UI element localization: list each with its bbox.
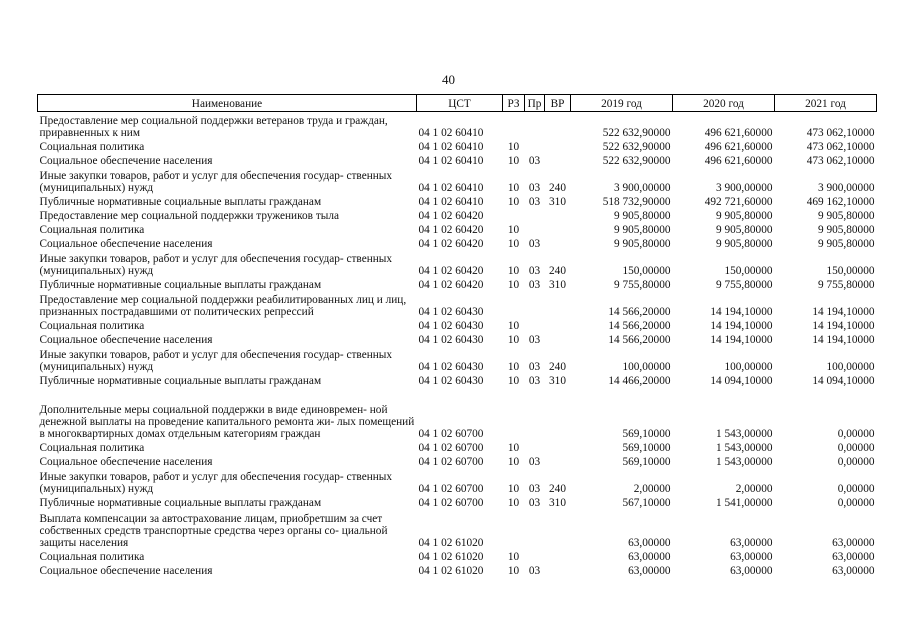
cell-vr: 240 <box>549 361 566 373</box>
cell-cst: 04 1 02 61020 <box>418 565 484 577</box>
cell-y2019: 9 905,80000 <box>614 238 671 250</box>
cell-y2019: 518 732,90000 <box>602 196 671 208</box>
cell-y2019: 14 566,20000 <box>608 334 671 346</box>
cell-cst: 04 1 02 60410 <box>418 155 484 167</box>
cell-rz: 10 <box>507 456 520 468</box>
cell-name: Иные закупки товаров, работ и услуг для обеспечения государ- ственных (муниципальных) нужд <box>39 349 393 373</box>
cell-pr: 03 <box>528 196 541 208</box>
table-row <box>38 167 877 194</box>
table-row <box>38 153 877 167</box>
cell-y2020: 14 194,10000 <box>710 320 773 332</box>
cell-y2021: 63,00000 <box>832 551 875 563</box>
cell-name: Предоставление мер социальной поддержки реабилитированных лиц и лиц, признанных пострадавшими от политических репрессий <box>39 294 407 318</box>
table-row <box>38 468 877 495</box>
cell-vr <box>545 318 571 332</box>
cell-vr <box>545 387 571 440</box>
cell-rz: 10 <box>507 320 520 332</box>
cell-y2020: 14 094,10000 <box>710 375 773 387</box>
cell-y2020: 2,00000 <box>735 483 773 495</box>
header-2019: 2019 год <box>571 95 673 112</box>
cell-pr: 03 <box>528 279 541 291</box>
page-number: 40 <box>442 72 455 87</box>
cell-name: Публичные нормативные социальные выплаты гражданам <box>39 375 322 387</box>
cell-y2021: 473 062,10000 <box>806 127 875 139</box>
cell-y2021: 100,00000 <box>826 361 875 373</box>
cell-y2019: 9 905,80000 <box>614 210 671 222</box>
cell-pr: 03 <box>528 155 541 167</box>
cell-rz: 10 <box>507 334 520 346</box>
cell-rz: 10 <box>507 238 520 250</box>
cell-name: Иные закупки товаров, работ и услуг для обеспечения государ- ственных (муниципальных) нужд <box>39 253 393 277</box>
cell-pr <box>525 139 545 153</box>
cell-rz: 10 <box>507 196 520 208</box>
table-row <box>38 495 877 509</box>
cell-vr <box>545 153 571 167</box>
cell-cst: 04 1 02 60410 <box>418 182 484 194</box>
cell-name: Иные закупки товаров, работ и услуг для обеспечения государ- ственных (муниципальных) нужд <box>39 170 393 194</box>
cell-y2020: 492 721,60000 <box>704 196 773 208</box>
cell-cst: 04 1 02 60700 <box>418 456 484 468</box>
table-row <box>38 236 877 250</box>
cell-pr: 03 <box>528 361 541 373</box>
cell-cst: 04 1 02 60700 <box>418 442 484 454</box>
table-row <box>38 440 877 454</box>
cell-name: Публичные нормативные социальные выплаты гражданам <box>39 196 322 208</box>
cell-pr: 03 <box>528 565 541 577</box>
cell-pr <box>525 509 545 549</box>
cell-y2021: 9 905,80000 <box>818 238 875 250</box>
header-pr: Пр <box>525 95 545 112</box>
cell-rz <box>503 208 525 222</box>
cell-y2021: 14 194,10000 <box>812 306 875 318</box>
cell-pr: 03 <box>528 483 541 495</box>
table-row <box>38 208 877 222</box>
cell-pr: 03 <box>528 238 541 250</box>
cell-y2019: 567,10000 <box>622 497 671 509</box>
cell-y2019: 569,10000 <box>622 428 671 440</box>
cell-cst: 04 1 02 60430 <box>418 306 484 318</box>
cell-y2021: 0,00000 <box>837 442 875 454</box>
cell-pr <box>525 318 545 332</box>
cell-rz: 10 <box>507 224 520 236</box>
cell-vr <box>545 236 571 250</box>
cell-cst: 04 1 02 60700 <box>418 497 484 509</box>
cell-y2019: 63,00000 <box>628 565 671 577</box>
cell-name: Социальная политика <box>39 224 145 236</box>
cell-rz: 10 <box>507 155 520 167</box>
cell-y2021: 9 755,80000 <box>818 279 875 291</box>
cell-rz: 10 <box>507 265 520 277</box>
cell-pr: 03 <box>528 375 541 387</box>
cell-pr <box>525 208 545 222</box>
cell-vr: 240 <box>549 483 566 495</box>
cell-y2019: 100,00000 <box>622 361 671 373</box>
cell-rz: 10 <box>507 565 520 577</box>
cell-name: Предоставление мер социальной поддержки ветеранов труда и граждан, приравненных к ним <box>39 115 388 139</box>
cell-y2020: 63,00000 <box>730 565 773 577</box>
cell-name: Дополнительные меры социальной поддержки в виде единовремен- ной денежной выплаты на проведение капитального ремонта жи- лых помещений в многоквартирных домах отдельным категориям граждан <box>39 404 415 440</box>
table-row <box>38 549 877 563</box>
table-row <box>38 194 877 208</box>
cell-cst: 04 1 02 60420 <box>418 279 484 291</box>
cell-rz <box>503 509 525 549</box>
cell-y2021: 14 194,10000 <box>812 334 875 346</box>
cell-y2019: 2,00000 <box>633 483 671 495</box>
table-row <box>38 346 877 373</box>
cell-y2021: 14 094,10000 <box>812 375 875 387</box>
cell-name: Публичные нормативные социальные выплаты гражданам <box>39 279 322 291</box>
cell-cst: 04 1 02 60700 <box>418 483 484 495</box>
cell-rz: 10 <box>507 182 520 194</box>
cell-y2021: 0,00000 <box>837 428 875 440</box>
cell-vr <box>545 139 571 153</box>
cell-name: Иные закупки товаров, работ и услуг для обеспечения государ- ственных (муниципальных) нужд <box>39 471 393 495</box>
cell-name: Социальная политика <box>39 320 145 332</box>
cell-name: Публичные нормативные социальные выплаты гражданам <box>39 497 322 509</box>
cell-y2021: 469 162,10000 <box>806 196 875 208</box>
cell-y2021: 9 905,80000 <box>818 210 875 222</box>
cell-vr <box>545 208 571 222</box>
cell-pr: 03 <box>528 456 541 468</box>
cell-vr: 240 <box>549 265 566 277</box>
table-row <box>38 563 877 577</box>
cell-pr: 03 <box>528 497 541 509</box>
cell-name: Социальная политика <box>39 551 145 563</box>
cell-y2020: 496 621,60000 <box>704 141 773 153</box>
cell-name: Социальная политика <box>39 141 145 153</box>
cell-pr <box>525 440 545 454</box>
cell-name: Социальное обеспечение населения <box>39 334 213 346</box>
cell-vr <box>545 549 571 563</box>
cell-y2021: 9 905,80000 <box>818 224 875 236</box>
cell-rz <box>503 387 525 440</box>
cell-y2019: 14 566,20000 <box>608 320 671 332</box>
cell-rz <box>503 291 525 318</box>
table-row <box>38 332 877 346</box>
cell-y2019: 63,00000 <box>628 551 671 563</box>
cell-y2020: 9 905,80000 <box>716 238 773 250</box>
cell-y2021: 63,00000 <box>832 565 875 577</box>
cell-cst: 04 1 02 60420 <box>418 224 484 236</box>
cell-cst: 04 1 02 60410 <box>418 141 484 153</box>
cell-y2020: 1 543,00000 <box>716 428 773 440</box>
cell-vr <box>545 291 571 318</box>
cell-vr <box>545 112 571 140</box>
table-row <box>38 222 877 236</box>
cell-cst: 04 1 02 61020 <box>418 551 484 563</box>
cell-y2020: 63,00000 <box>730 551 773 563</box>
cell-cst: 04 1 02 60420 <box>418 265 484 277</box>
cell-pr <box>525 222 545 236</box>
header-2021: 2021 год <box>775 95 877 112</box>
cell-y2021: 14 194,10000 <box>812 320 875 332</box>
cell-vr: 310 <box>549 279 566 291</box>
cell-y2019: 3 900,00000 <box>614 182 671 194</box>
cell-cst: 04 1 02 60410 <box>418 196 484 208</box>
cell-y2021: 0,00000 <box>837 497 875 509</box>
header-rz: РЗ <box>503 95 525 112</box>
cell-vr <box>545 222 571 236</box>
cell-rz: 10 <box>507 279 520 291</box>
cell-cst: 04 1 02 60420 <box>418 210 484 222</box>
table-row <box>38 318 877 332</box>
header-2020: 2020 год <box>673 95 775 112</box>
cell-y2020: 3 900,00000 <box>716 182 773 194</box>
cell-vr <box>545 563 571 577</box>
table-row <box>38 373 877 387</box>
header-vr: ВР <box>545 95 571 112</box>
cell-vr: 310 <box>549 196 566 208</box>
cell-y2021: 3 900,00000 <box>818 182 875 194</box>
cell-rz: 10 <box>507 483 520 495</box>
cell-name: Социальная политика <box>39 442 145 454</box>
cell-rz: 10 <box>507 497 520 509</box>
cell-pr: 03 <box>528 334 541 346</box>
cell-y2019: 14 566,20000 <box>608 306 671 318</box>
cell-rz: 10 <box>507 442 520 454</box>
cell-y2019: 9 905,80000 <box>614 224 671 236</box>
cell-y2021: 473 062,10000 <box>806 141 875 153</box>
cell-cst: 04 1 02 60410 <box>418 127 484 139</box>
header-cst: ЦСТ <box>417 95 503 112</box>
cell-y2020: 9 905,80000 <box>716 224 773 236</box>
cell-y2020: 496 621,60000 <box>704 155 773 167</box>
budget-table <box>37 94 877 577</box>
cell-pr: 03 <box>528 265 541 277</box>
cell-vr: 310 <box>549 497 566 509</box>
table-header-row <box>38 95 877 112</box>
cell-rz: 10 <box>507 375 520 387</box>
table-row <box>38 277 877 291</box>
cell-y2019: 522 632,90000 <box>602 141 671 153</box>
cell-y2020: 14 194,10000 <box>710 306 773 318</box>
cell-vr <box>545 509 571 549</box>
cell-vr <box>545 440 571 454</box>
cell-y2019: 9 755,80000 <box>614 279 671 291</box>
cell-pr: 03 <box>528 182 541 194</box>
cell-y2021: 0,00000 <box>837 483 875 495</box>
table-row <box>38 139 877 153</box>
cell-cst: 04 1 02 60700 <box>418 428 484 440</box>
cell-name: Социальное обеспечение населения <box>39 565 213 577</box>
cell-name: Выплата компенсации за автострахование лицам, приобретшим за счет собственных средств транспортные средства через органы со- циальной защиты населения <box>39 513 388 549</box>
table-row <box>38 250 877 277</box>
cell-vr: 310 <box>549 375 566 387</box>
cell-y2021: 0,00000 <box>837 456 875 468</box>
cell-name: Социальное обеспечение населения <box>39 155 213 167</box>
cell-y2020: 100,00000 <box>724 361 773 373</box>
cell-cst: 04 1 02 60430 <box>418 375 484 387</box>
cell-y2020: 496 621,60000 <box>704 127 773 139</box>
cell-name: Социальное обеспечение населения <box>39 456 213 468</box>
header-name: Наименование <box>38 95 417 112</box>
cell-name: Социальное обеспечение населения <box>39 238 213 250</box>
cell-vr <box>545 454 571 468</box>
cell-cst: 04 1 02 60420 <box>418 238 484 250</box>
table-row <box>38 291 877 318</box>
cell-name: Предоставление мер социальной поддержки тружеников тыла <box>39 210 339 222</box>
cell-pr <box>525 387 545 440</box>
cell-y2019: 522 632,90000 <box>602 127 671 139</box>
cell-y2021: 150,00000 <box>826 265 875 277</box>
cell-y2019: 63,00000 <box>628 537 671 549</box>
cell-y2019: 569,10000 <box>622 456 671 468</box>
cell-pr <box>525 291 545 318</box>
cell-y2020: 14 194,10000 <box>710 334 773 346</box>
cell-rz <box>503 112 525 140</box>
cell-y2020: 1 541,00000 <box>716 497 773 509</box>
cell-pr <box>525 549 545 563</box>
cell-vr <box>545 332 571 346</box>
cell-y2021: 473 062,10000 <box>806 155 875 167</box>
cell-y2020: 9 905,80000 <box>716 210 773 222</box>
cell-rz: 10 <box>507 551 520 563</box>
cell-rz: 10 <box>507 141 520 153</box>
cell-y2019: 14 466,20000 <box>608 375 671 387</box>
table-row <box>38 454 877 468</box>
cell-rz: 10 <box>507 361 520 373</box>
cell-cst: 04 1 02 60430 <box>418 320 484 332</box>
table-row <box>38 387 877 440</box>
cell-y2020: 63,00000 <box>730 537 773 549</box>
table-row <box>38 112 877 140</box>
cell-cst: 04 1 02 60430 <box>418 334 484 346</box>
cell-y2019: 569,10000 <box>622 442 671 454</box>
cell-y2020: 1 543,00000 <box>716 442 773 454</box>
cell-cst: 04 1 02 61020 <box>418 537 484 549</box>
cell-pr <box>525 112 545 140</box>
table-row <box>38 509 877 549</box>
cell-y2021: 63,00000 <box>832 537 875 549</box>
cell-y2019: 522 632,90000 <box>602 155 671 167</box>
cell-y2020: 150,00000 <box>724 265 773 277</box>
cell-vr: 240 <box>549 182 566 194</box>
cell-cst: 04 1 02 60430 <box>418 361 484 373</box>
cell-y2019: 150,00000 <box>622 265 671 277</box>
cell-y2020: 1 543,00000 <box>716 456 773 468</box>
cell-y2020: 9 755,80000 <box>716 279 773 291</box>
